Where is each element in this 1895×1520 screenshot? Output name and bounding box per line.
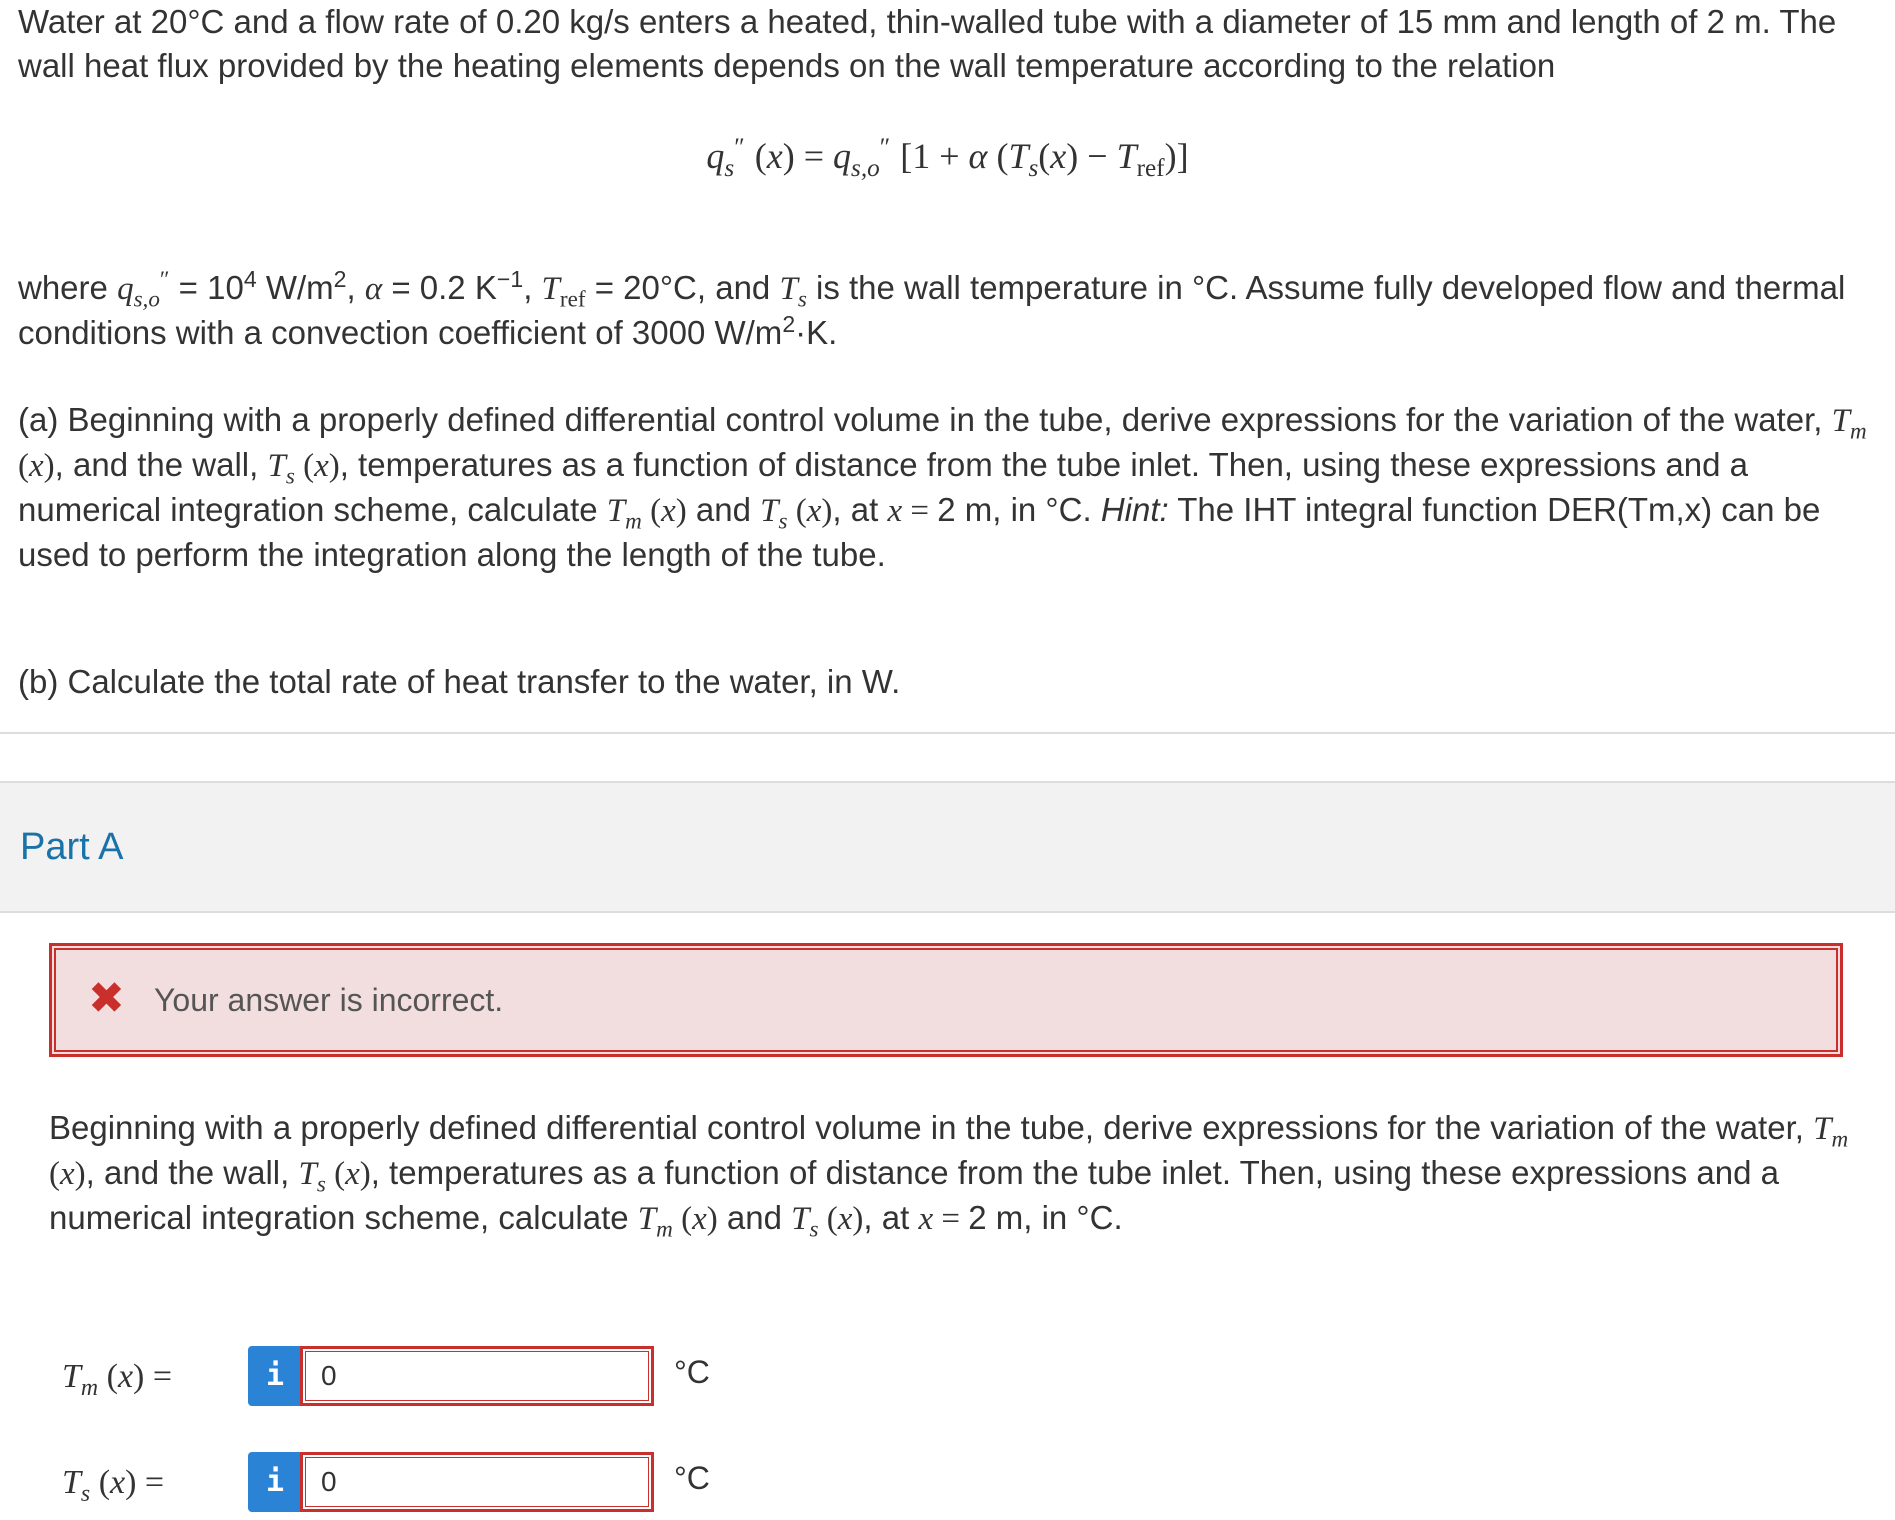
info-button-tm[interactable]: i [248, 1346, 302, 1406]
divider [0, 732, 1895, 734]
ts-answer-input[interactable] [300, 1452, 654, 1512]
tm-label: $T_m$ (x) = [62, 1358, 173, 1401]
info-button-ts[interactable]: i [248, 1452, 302, 1512]
tm-unit: °C [674, 1354, 710, 1390]
close-x-icon: ✖ [88, 974, 125, 1023]
heat-flux-equation: $q_s''$ $(x) = q_{s,o}''$ [1 + α $(T_s(x) - T_{ref})$] [706, 134, 1189, 183]
ts-label: $T_s$ (x) = [62, 1464, 165, 1507]
part-a-title: Part A [20, 826, 124, 868]
problem-part-b: (b) Calculate the total rate of heat transfer to the water, in W. [18, 663, 901, 700]
feedback-message: Your answer is incorrect. [154, 982, 504, 1018]
part-a-header [0, 781, 1895, 913]
tm-answer-input[interactable] [300, 1346, 654, 1406]
part-a-question: Beginning with a properly defined differential control volume in the tube, derive expressions for the variation of the water, $T_m$ (x), and the wall, $T_s$ (x), temperatures as a function of distance from the tube inlet. Then, using these expressions and a numerical integration scheme, calculate $T_m$ (x) and $T_s$ (x), at x = 2 m, in °C. [49, 1109, 1849, 1242]
feedback-alert [49, 943, 1843, 1057]
problem-parameters: where $q_{s,o}'' = 10^4$ $W/m^2$, α = 0.2 $K^{-1}$, $T_{ref} = 20^\circ C$, and $T_s$ is the wall temperature in °C. Assume fully developed flow and thermal conditions with a convection coefficient of 3000 $W/m^2\cdot K$. [18, 266, 1846, 351]
ts-unit: °C [674, 1460, 710, 1496]
problem-part-a: (a) Beginning with a properly defined differential control volume in the tube, derive expressions for the variation of the water, $T_m$ (x), and the wall, $T_s$ (x), temperatures as a function of distance from the tube inlet. Then, using these expressions and a numerical integration scheme, calculate $T_m$ (x) and $T_s$ (x), at x = 2 m, in °C. Hint: The IHT integral function DER(Tm,x) can be used to perform the integration along the length of the tube. [18, 401, 1867, 573]
problem-intro: Water at 20°C and a flow rate of 0.20 kg/s enters a heated, thin-walled tube with a diameter of 15 mm and length of 2 m. The wall heat flux provided by the heating elements depends on the wall temperature according to the relation [18, 3, 1837, 84]
